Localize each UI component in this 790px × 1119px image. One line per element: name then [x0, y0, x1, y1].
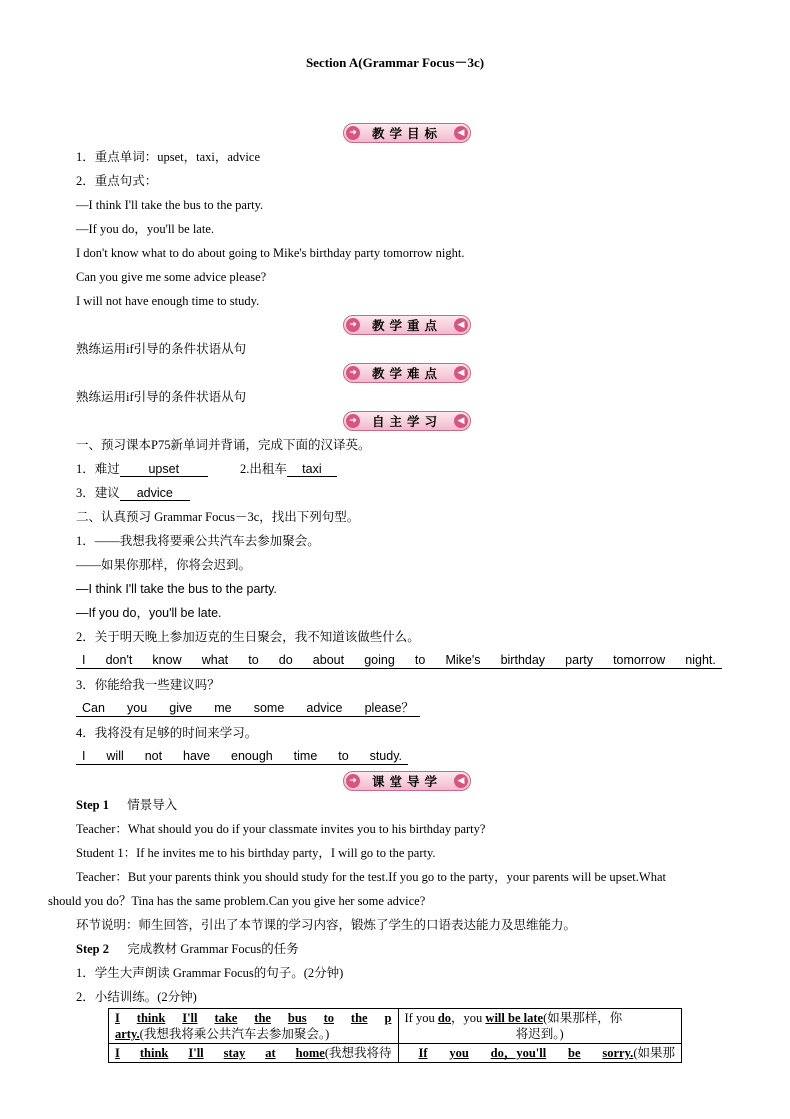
- word: night.: [685, 653, 716, 667]
- table-cell: [109, 1009, 399, 1044]
- word: I: [82, 653, 86, 667]
- word: time: [293, 749, 318, 763]
- word: I: [82, 749, 86, 763]
- arrow-right-icon: ➜: [346, 774, 360, 788]
- answer-2: [76, 653, 722, 669]
- banner-self-study: [343, 411, 471, 431]
- sentence-words: [405, 1045, 634, 1061]
- word: home: [295, 1046, 325, 1060]
- word: I: [115, 1046, 120, 1060]
- word: know: [152, 653, 182, 667]
- banner-class-guide: [343, 771, 471, 791]
- summary-table: [108, 1008, 682, 1063]
- word: you: [127, 701, 148, 715]
- table-cell: [398, 1044, 682, 1063]
- arrow-right-icon: ➜: [346, 126, 360, 140]
- word: to: [248, 653, 259, 667]
- word: think: [136, 1011, 166, 1025]
- banner-label: 自主学习: [371, 414, 442, 429]
- question-2: 2．关于明天晚上参加迈克的生日聚会，我不知道该做些什么。: [76, 630, 420, 644]
- word: at: [265, 1046, 276, 1060]
- page-title: Section A(Grammar Focus－3c): [305, 55, 485, 70]
- arrow-right-icon: ➜: [346, 414, 360, 428]
- table-row: [109, 1044, 682, 1063]
- arrow-left-icon: ◀: [454, 774, 468, 788]
- student-line-1: Student 1：If he invites me to his birthday party，I will go to the party.: [76, 846, 436, 860]
- word: be: [568, 1046, 581, 1060]
- word: birthday: [500, 653, 546, 667]
- arrow-left-icon: ◀: [454, 366, 468, 380]
- step1-heading: [76, 797, 177, 813]
- word: party: [565, 653, 593, 667]
- key-point-text: 熟练运用if引导的条件状语从句: [76, 342, 247, 356]
- word: me: [214, 701, 232, 715]
- sentence-continuation: arty.: [115, 1027, 140, 1041]
- word: the: [254, 1011, 271, 1025]
- answer-taxi: taxi: [287, 462, 337, 477]
- arrow-left-icon: ◀: [454, 318, 468, 332]
- word: bus: [287, 1011, 307, 1025]
- vocab-label-advice: 3．建议: [76, 486, 120, 500]
- step1-title: 情景导入: [127, 798, 178, 812]
- vocab-label-taxi: 2.出租车: [240, 462, 287, 476]
- word: to: [414, 653, 426, 667]
- word: do: [278, 653, 293, 667]
- word: enough: [231, 749, 273, 763]
- banner-teaching-goals: [343, 123, 471, 143]
- goal-line-1: 1．重点单词：upset，taxi，advice: [76, 150, 260, 164]
- banner-key-points: [343, 315, 471, 335]
- chinese-translation: (如果那: [633, 1046, 675, 1060]
- step2-item-2: 2．小结训练。(2分钟): [76, 990, 197, 1004]
- question-4: 4．我将没有足够的时间来学习。: [76, 726, 258, 740]
- arrow-right-icon: ➜: [346, 318, 360, 332]
- vocab-label-upset: 1．难过: [76, 462, 120, 476]
- teacher-line-1: Teacher：What should you do if your classmate invites you to his birthday party?: [76, 822, 486, 836]
- answer-advice: advice: [120, 486, 190, 501]
- goal-line-3: —I think I'll take the bus to the party.: [76, 198, 264, 212]
- word: don't: [105, 653, 133, 667]
- word: some: [253, 701, 285, 715]
- banner-label: 教学目标: [371, 126, 442, 141]
- difficulty-text: 熟练运用if引导的条件状语从句: [76, 390, 247, 404]
- word: I'll: [182, 1011, 198, 1025]
- word: you: [449, 1046, 469, 1060]
- step2-item-1: 1．学生大声朗读 Grammar Focus的句子。(2分钟): [76, 966, 344, 980]
- question-1b: ——如果你那样，你将会迟到。: [76, 558, 252, 572]
- table-row: [109, 1009, 682, 1044]
- word: do，you'll: [490, 1046, 547, 1060]
- sentence-part: ，you: [451, 1011, 486, 1025]
- step1-label: Step 1: [76, 798, 109, 812]
- sentence-words: [115, 1045, 325, 1061]
- chinese-translation: (我想我将乘公共汽车去参加聚会。): [139, 1027, 330, 1041]
- question-3: 3．你能给我一些建议吗？: [76, 678, 220, 692]
- word: I: [115, 1011, 120, 1025]
- answer-will-be-late: will be late: [485, 1011, 544, 1025]
- word: will: [106, 749, 124, 763]
- sentence-part: If you: [404, 1011, 438, 1025]
- goal-line-5: I don't know what to do about going to Mike's birthday party tomorrow night.: [76, 246, 465, 260]
- arrow-left-icon: ◀: [454, 414, 468, 428]
- goal-line-6: Can you give me some advice please?: [76, 270, 267, 284]
- word: the: [350, 1011, 368, 1025]
- word: sorry.: [602, 1046, 634, 1060]
- word: give: [169, 701, 193, 715]
- chinese-translation: (我想我将待: [324, 1046, 392, 1060]
- word: going: [364, 653, 395, 667]
- chinese-translation-cont: 将迟到。): [515, 1027, 564, 1041]
- self-study-part1: 一、预习课本P75新单词并背诵，完成下面的汉译英。: [76, 438, 371, 452]
- word: If: [418, 1046, 428, 1060]
- teacher-line-2a: Teacher：But your parents think you should study for the test.If you go to the party，your parents will be upset.What: [76, 870, 666, 884]
- answer-do: do: [437, 1011, 452, 1025]
- banner-difficulties: [343, 363, 471, 383]
- goal-line-4: —If you do，you'll be late.: [76, 222, 214, 236]
- self-study-part2: 二、认真预习 Grammar Focus－3c，找出下列句型。: [76, 510, 360, 524]
- word: p: [384, 1011, 392, 1025]
- word: to: [338, 749, 349, 763]
- vocab-row-1: [76, 461, 337, 477]
- word: stay: [223, 1046, 246, 1060]
- word: to: [323, 1011, 334, 1025]
- word: advice: [306, 701, 343, 715]
- banner-label: 教学重点: [371, 318, 442, 333]
- answer-upset: upset: [120, 462, 208, 477]
- word: study.: [369, 749, 402, 763]
- chinese-translation: (如果那样，你: [543, 1011, 623, 1025]
- sentence-words: [115, 1010, 392, 1026]
- word: take: [214, 1011, 238, 1025]
- table-cell: [398, 1009, 682, 1044]
- word: what: [201, 653, 229, 667]
- goal-line-7: I will not have enough time to study.: [76, 294, 260, 308]
- word: Can: [82, 701, 105, 715]
- word: please？: [364, 701, 414, 715]
- goal-line-2: 2．重点句式：: [76, 174, 158, 188]
- arrow-left-icon: ◀: [454, 126, 468, 140]
- stage-note: 环节说明：师生回答，引出了本节课的学习内容，锻炼了学生的口语表达能力及思维能力。: [76, 918, 577, 932]
- teacher-line-2b: should you do？Tina has the same problem.Can you give her some advice?: [48, 894, 426, 908]
- step2-title: 完成教材 Grammar Focus的任务: [127, 942, 299, 956]
- word: have: [183, 749, 211, 763]
- word: tomorrow: [613, 653, 666, 667]
- answer-4: [76, 749, 408, 765]
- step2-heading: [76, 941, 299, 957]
- question-1a: 1．——我想我将要乘公共汽车去参加聚会。: [76, 534, 320, 548]
- vocab-row-2: [76, 485, 190, 501]
- word: Mike's: [445, 653, 481, 667]
- word: about: [312, 653, 345, 667]
- word: not: [144, 749, 163, 763]
- step2-label: Step 2: [76, 942, 109, 956]
- arrow-right-icon: ➜: [346, 366, 360, 380]
- banner-label: 教学难点: [371, 366, 442, 381]
- answer-3: [76, 701, 420, 717]
- banner-label: 课堂导学: [371, 774, 442, 789]
- answer-1c: —I think I'll take the bus to the party.: [76, 582, 277, 596]
- word: I'll: [188, 1046, 204, 1060]
- word: think: [139, 1046, 169, 1060]
- answer-1d: —If you do，you'll be late.: [76, 606, 222, 620]
- table-cell: [109, 1044, 399, 1063]
